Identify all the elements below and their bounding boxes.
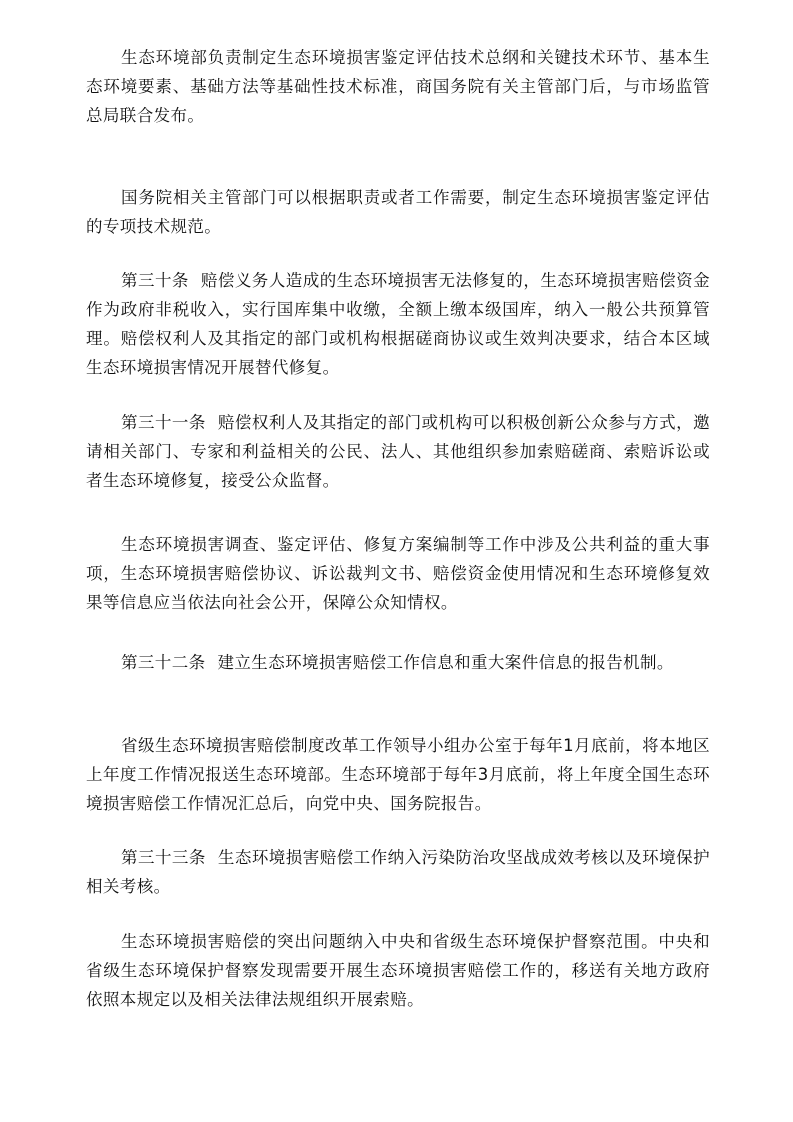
paragraph-text: 生态环境损害赔偿工作纳入污染防治攻坚战成效考核以及环境保护相关考核。	[86, 848, 711, 896]
paragraph-technical-specifications	[86, 183, 710, 241]
paragraph-text: 建立生态环境损害赔偿工作信息和重大案件信息的报告机制。	[217, 653, 674, 672]
article-number: 第三十二条	[121, 653, 206, 672]
article-32	[86, 648, 710, 677]
paragraph-text: 生态环境损害调查、鉴定评估、修复方案编制等工作中涉及公共利益的重大事项，生态环境损害赔偿协议、诉讼裁判文书、赔偿资金使用情况和生态环境修复效果等信息应当依法向社会公开，保障公众知情权。	[86, 535, 710, 612]
paragraph-text: 生态环境部负责制定生态环境损害鉴定评估技术总纲和关键技术环节、基本生态环境要素、基础方法等基础性技术标准，商国务院有关主管部门后，与市场监管总局联合发布。	[86, 48, 710, 125]
paragraph-text: 生态环境损害赔偿的突出问题纳入中央和省级生态环境保护督察范围。中央和省级生态环境保护督察发现需要开展生态环境损害赔偿工作的，移送有关地方政府依照本规定以及相关法律法规组织开展索赔。	[86, 932, 710, 1009]
paragraph-text: 省级生态环境损害赔偿制度改革工作领导小组办公室于每年1月底前，将本地区上年度工作情况报送生态环境部。生态环境部于每年3月底前，将上年度全国生态环境损害赔偿工作情况汇总后，向党中央、国务院报告。	[86, 736, 710, 813]
article-31	[86, 408, 710, 495]
paragraph-information-disclosure	[86, 530, 710, 617]
article-number: 第三十条	[121, 271, 189, 290]
article-number: 第三十三条	[121, 848, 206, 867]
paragraph-text: 赔偿权利人及其指定的部门或机构可以积极创新公众参与方式，邀请相关部门、专家和利益相关的公民、法人、其他组织参加索赔磋商、索赔诉讼或者生态环境修复，接受公众监督。	[86, 413, 711, 490]
paragraph-annual-report	[86, 731, 710, 818]
article-33	[86, 843, 710, 901]
article-number: 第三十一条	[121, 413, 206, 432]
paragraph-text: 国务院相关主管部门可以根据职责或者工作需要，制定生态环境损害鉴定评估的专项技术规范。	[86, 188, 710, 236]
paragraph-technical-standards	[86, 43, 710, 130]
article-30	[86, 266, 710, 382]
paragraph-text: 赔偿义务人造成的生态环境损害无法修复的，生态环境损害赔偿资金作为政府非税收入，实行国库集中收缴，全额上缴本级国库，纳入一般公共预算管理。赔偿权利人及其指定的部门或机构根据磋商协议或生效判决要求，结合本区域生态环境损害情况开展替代修复。	[86, 271, 710, 377]
paragraph-inspection	[86, 927, 710, 1014]
